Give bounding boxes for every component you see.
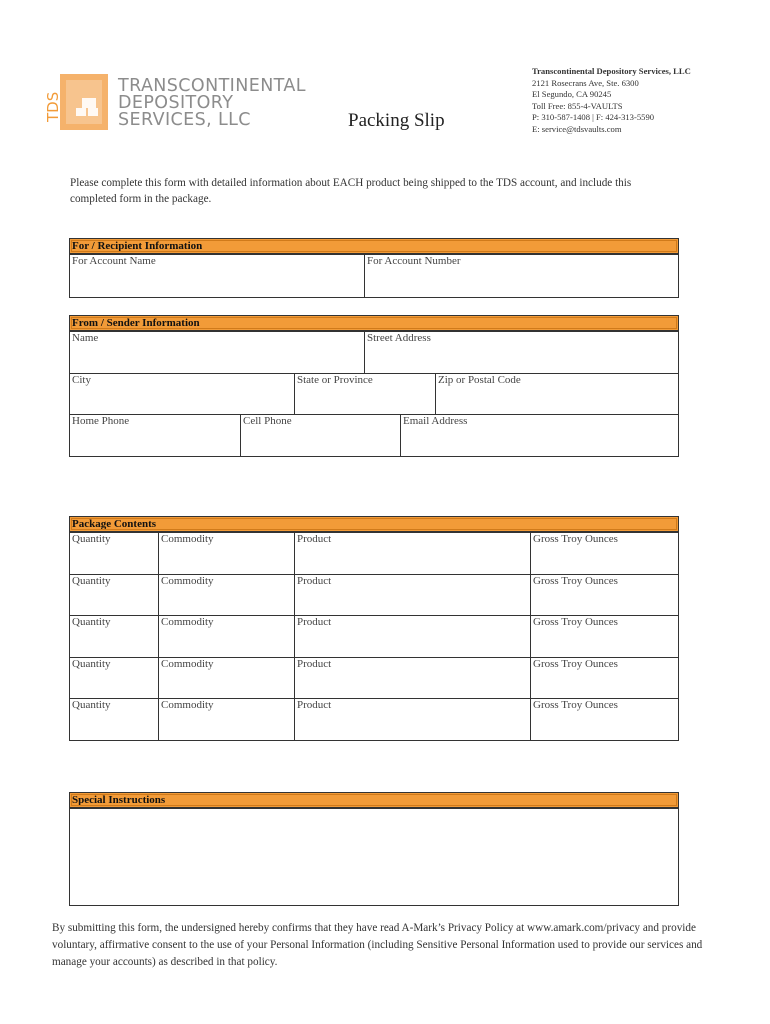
page-title: Packing Slip bbox=[348, 110, 445, 131]
company-address-line-1: 2121 Rosecrans Ave, Ste. 6300 bbox=[532, 77, 639, 88]
package-quantity-label: Quantity bbox=[72, 616, 111, 628]
logo-line-3: SERVICES, LLC bbox=[118, 110, 251, 130]
package-product-label: Product bbox=[297, 574, 332, 587]
package-ounces-label: Gross Troy Ounces bbox=[533, 616, 618, 628]
package-product-field[interactable] bbox=[294, 615, 531, 658]
street-address-field[interactable]: Street Address bbox=[364, 331, 679, 374]
package-commodity-label: Commodity bbox=[161, 699, 214, 711]
package-commodity-label: Commodity bbox=[161, 574, 214, 587]
package-quantity-field[interactable] bbox=[69, 532, 159, 575]
package-ounces-label: Gross Troy Ounces bbox=[533, 657, 618, 670]
privacy-consent-text: By submitting this form, the undersigned hereby confirms that they have read A-Mark’s Privacy Policy at www.amark.com/privacy and provide voluntary, affirmative consent to the use of your Personal Information (including Sensitive Personal Information used to provide our services and manage your accounts) as described in that policy. bbox=[52, 922, 703, 968]
package-quantity-field[interactable] bbox=[69, 698, 159, 741]
package-product-field[interactable] bbox=[294, 532, 531, 575]
package-product-label: Product bbox=[297, 533, 332, 545]
package-commodity-field[interactable] bbox=[158, 698, 295, 741]
package-quantity-label: Quantity bbox=[72, 699, 111, 711]
company-name: Transcontinental Depository Services, LLC bbox=[532, 66, 691, 76]
tds-logo-icon bbox=[44, 74, 108, 130]
logo-line-2: DEPOSITORY bbox=[118, 93, 234, 113]
package-commodity-label: Commodity bbox=[161, 616, 214, 628]
package-quantity-label: Quantity bbox=[72, 533, 111, 545]
package-ounces-field[interactable] bbox=[530, 657, 679, 700]
state-field[interactable]: State or Province bbox=[294, 373, 436, 415]
package-ounces-field[interactable] bbox=[530, 532, 679, 575]
logo-line-1: TRANSCONTINENTAL bbox=[118, 76, 306, 96]
package-quantity-field[interactable] bbox=[69, 657, 159, 700]
package-product-label: Product bbox=[297, 699, 332, 711]
package-quantity-field[interactable] bbox=[69, 615, 159, 658]
sender-name-field[interactable]: Name bbox=[69, 331, 365, 374]
sender-section-header: From / Sender Information bbox=[69, 315, 679, 331]
package-commodity-field[interactable] bbox=[158, 532, 295, 575]
package-section-header: Package Contents bbox=[69, 516, 679, 532]
package-quantity-label: Quantity bbox=[72, 574, 111, 587]
package-ounces-label: Gross Troy Ounces bbox=[533, 574, 618, 587]
home-phone-field[interactable]: Home Phone bbox=[69, 414, 241, 457]
package-ounces-field[interactable] bbox=[530, 615, 679, 658]
package-commodity-label: Commodity bbox=[161, 657, 214, 670]
company-contact-block bbox=[532, 66, 691, 136]
package-product-field[interactable] bbox=[294, 574, 531, 617]
for-account-number-field[interactable]: For Account Number bbox=[364, 254, 679, 298]
for-account-name-field[interactable]: For Account Name bbox=[69, 254, 365, 298]
package-product-label: Product bbox=[297, 616, 332, 628]
instructions-paragraph: Please complete this form with detailed information about EACH product being shipped to the TDS account, and include this completed form in the package. bbox=[70, 177, 632, 205]
email-address-field[interactable]: Email Address bbox=[400, 414, 679, 457]
company-tollfree: Toll Free: 855-4-VAULTS bbox=[532, 100, 623, 111]
cell-phone-field[interactable]: Cell Phone bbox=[240, 414, 401, 457]
package-commodity-field[interactable] bbox=[158, 574, 295, 617]
special-instructions-field[interactable] bbox=[69, 808, 679, 906]
package-product-field[interactable] bbox=[294, 657, 531, 700]
package-ounces-field[interactable] bbox=[530, 574, 679, 617]
package-quantity-label: Quantity bbox=[72, 657, 111, 670]
zip-field[interactable]: Zip or Postal Code bbox=[435, 373, 679, 415]
company-email: E: service@tdsvaults.com bbox=[532, 123, 622, 134]
logo-mark-text: TDS bbox=[44, 91, 62, 122]
package-ounces-label: Gross Troy Ounces bbox=[533, 533, 618, 545]
package-ounces-label: Gross Troy Ounces bbox=[533, 699, 618, 711]
company-logo-mark bbox=[44, 74, 108, 130]
company-address-line-2: El Segundo, CA 90245 bbox=[532, 89, 612, 100]
package-commodity-field[interactable] bbox=[158, 615, 295, 658]
special-instructions-header: Special Instructions bbox=[69, 792, 679, 808]
package-ounces-field[interactable] bbox=[530, 698, 679, 741]
package-product-label: Product bbox=[297, 657, 332, 670]
city-field[interactable]: City bbox=[69, 373, 295, 415]
package-quantity-field[interactable] bbox=[69, 574, 159, 617]
company-logo-text bbox=[118, 78, 306, 129]
company-phone-fax: P: 310-587-1408 | F: 424-313-5590 bbox=[532, 112, 655, 123]
package-commodity-field[interactable] bbox=[158, 657, 295, 700]
package-product-field[interactable] bbox=[294, 698, 531, 741]
package-commodity-label: Commodity bbox=[161, 533, 214, 545]
recipient-section-header: For / Recipient Information bbox=[69, 238, 679, 254]
